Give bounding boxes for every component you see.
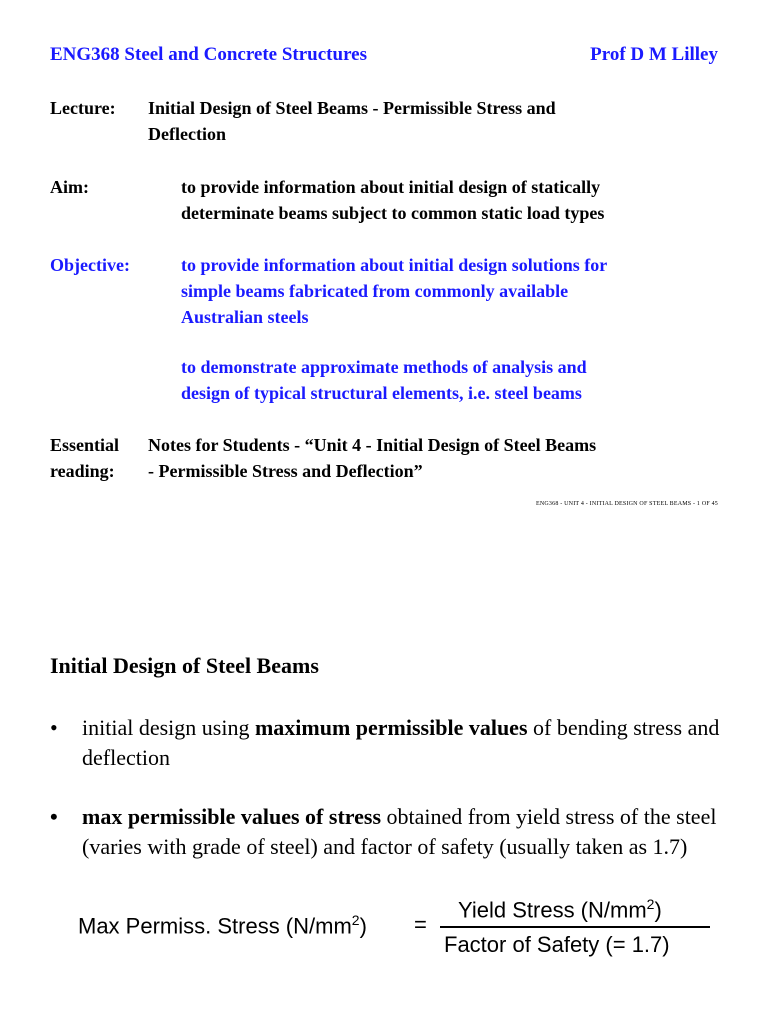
objective-p1-line-2: simple beams fabricated from commonly available xyxy=(181,281,569,301)
bullet-1 xyxy=(50,713,730,773)
objective-text-2 xyxy=(181,354,587,406)
bullet-1-text xyxy=(82,713,730,773)
lecture-line-1: Initial Design of Steel Beams - Permissible Stress and xyxy=(148,98,556,118)
aim-line-1: to provide information about initial design of statically xyxy=(181,177,601,197)
objective-p2-line-1: to demonstrate approximate methods of analysis and xyxy=(181,357,587,377)
objective-p1-line-1: to provide information about initial design solutions for xyxy=(181,255,608,275)
formula-lhs-text: Max Permiss. Stress (N/mm xyxy=(78,913,352,939)
reading-line-1: Notes for Students - “Unit 4 - Initial Design of Steel Beams xyxy=(148,435,597,455)
formula-denominator: Factor of Safety (= 1.7) xyxy=(444,932,670,957)
bullet-1-bold: maximum permissible values xyxy=(254,715,528,740)
lecture-label: Lecture: xyxy=(50,98,116,118)
bullet-2-bold: max permissible values of stress xyxy=(82,804,382,829)
bullet-1-pre: initial design using xyxy=(82,715,255,740)
aim-line-2: determinate beams subject to common static load types xyxy=(181,203,605,223)
objective-p1-line-3: Australian steels xyxy=(181,307,309,327)
formula-numerator xyxy=(458,896,662,923)
bullet-1-post: of bending stress and deflection xyxy=(82,715,720,770)
formula-numerator-end: ) xyxy=(654,897,662,923)
lecture-line-2: Deflection xyxy=(148,124,226,144)
formula-equals: = xyxy=(414,912,427,937)
reading-line-2: - Permissible Stress and Deflection” xyxy=(148,461,423,481)
aim-label: Aim: xyxy=(50,177,89,197)
objective-label: Objective: xyxy=(50,255,130,275)
page-footer: ENG368 - UNIT 4 - INITIAL DESIGN OF STEEL BEAMS - 1 OF 45 xyxy=(536,501,718,507)
reading-label-line-1: Essential xyxy=(50,435,120,455)
formula-lhs-sup: 2 xyxy=(351,912,360,928)
lecture-text xyxy=(148,95,556,147)
reading-text xyxy=(148,432,596,484)
bullet-dot-icon: • xyxy=(50,715,58,740)
aim-text xyxy=(181,174,604,226)
reading-label-line-2: reading: xyxy=(50,461,115,481)
formula-lhs xyxy=(78,912,367,939)
objective-text-1 xyxy=(181,252,607,330)
bullet-2-post: obtained from yield stress of the steel (varies with grade of steel) and factor of safety (usually taken as 1.7) xyxy=(82,804,717,859)
bullet-2-text xyxy=(82,802,730,862)
formula-numerator-sup: 2 xyxy=(646,896,655,912)
objective-p2-line-2: design of typical structural elements, i.e. steel beams xyxy=(181,383,582,403)
lecturer-name: Prof D M Lilley xyxy=(590,44,718,65)
course-title: ENG368 Steel and Concrete Structures xyxy=(50,44,367,65)
fraction-bar xyxy=(440,926,710,928)
bullet-dot-icon: • xyxy=(50,804,58,829)
section-title: Initial Design of Steel Beams xyxy=(50,653,319,678)
bullet-2 xyxy=(50,802,730,862)
formula-numerator-text: Yield Stress (N/mm xyxy=(458,897,647,923)
formula-lhs-end: ) xyxy=(359,913,367,939)
reading-label xyxy=(50,432,119,484)
